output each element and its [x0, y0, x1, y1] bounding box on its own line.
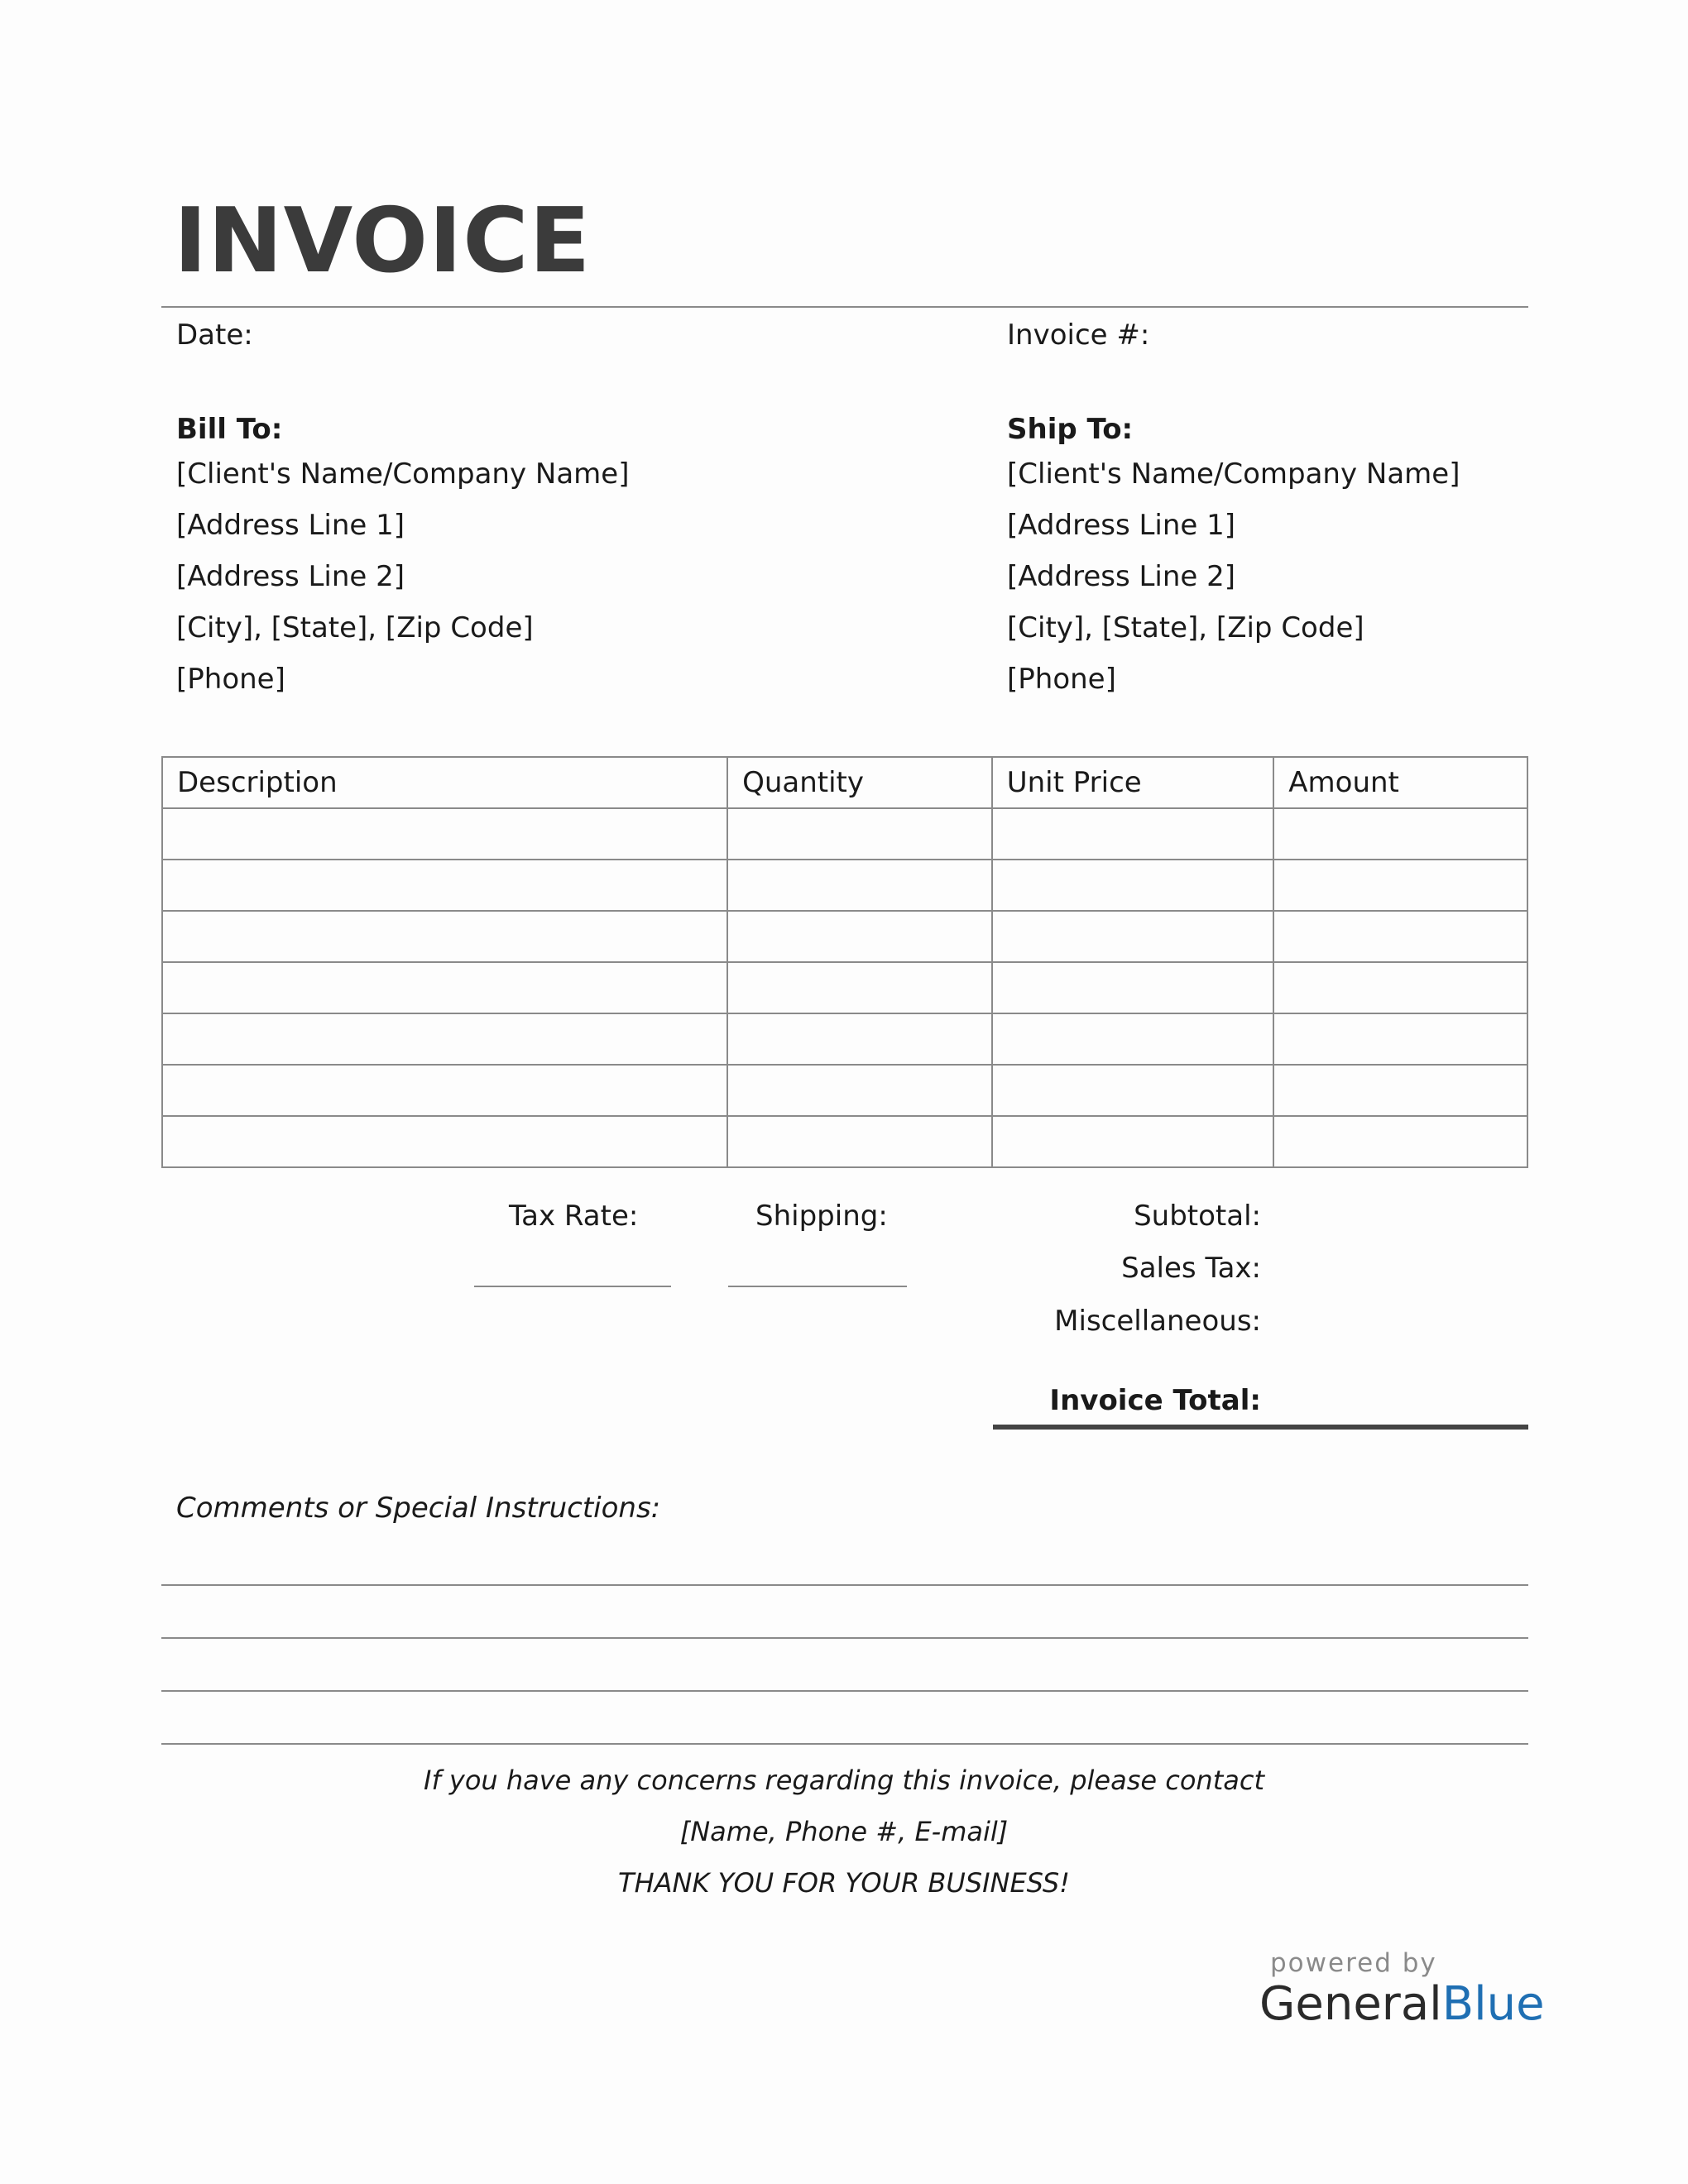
bill-to-label: Bill To: [176, 413, 283, 446]
table-row [162, 1116, 1527, 1167]
invoice-total-label: Invoice Total: [1049, 1384, 1261, 1417]
amount-cell[interactable] [1273, 808, 1527, 860]
sales-tax-label: Sales Tax: [1121, 1252, 1261, 1285]
table-header-row [162, 757, 1527, 808]
shipping-label: Shipping: [755, 1200, 888, 1233]
description-cell[interactable] [162, 911, 727, 962]
tax-rate-field[interactable] [474, 1286, 671, 1287]
table-row [162, 808, 1527, 860]
line-items-table [161, 756, 1528, 1168]
quantity-cell[interactable] [727, 911, 992, 962]
footer-thank-you: THANK YOU FOR YOUR BUSINESS! [618, 1867, 1070, 1899]
unit-price-cell[interactable] [992, 860, 1274, 911]
bill-to-line: [Address Line 1] [176, 509, 405, 542]
comments-label: Comments or Special Instructions: [176, 1492, 661, 1525]
unit-price-cell[interactable] [992, 962, 1274, 1013]
table-row [162, 860, 1527, 911]
column-header-unit-price: Unit Price [992, 757, 1274, 808]
table-row [162, 911, 1527, 962]
comment-line[interactable] [161, 1637, 1528, 1639]
footer-contact-note: If you have any concerns regarding this invoice, please contact [424, 1765, 1264, 1796]
quantity-cell[interactable] [727, 1065, 992, 1116]
quantity-cell[interactable] [727, 1116, 992, 1167]
amount-cell[interactable] [1273, 962, 1527, 1013]
quantity-cell[interactable] [727, 962, 992, 1013]
date-label: Date: [176, 318, 253, 352]
brand-name-blue: Blue [1441, 1977, 1545, 2031]
unit-price-cell[interactable] [992, 1065, 1274, 1116]
shipping-field[interactable] [728, 1286, 907, 1287]
description-cell[interactable] [162, 808, 727, 860]
column-header-description: Description [162, 757, 727, 808]
bill-to-line: [City], [State], [Zip Code] [176, 611, 534, 644]
amount-cell[interactable] [1273, 1116, 1527, 1167]
description-cell[interactable] [162, 1116, 727, 1167]
tax-rate-label: Tax Rate: [509, 1200, 639, 1233]
bill-to-line: [Address Line 2] [176, 560, 405, 593]
amount-cell[interactable] [1273, 860, 1527, 911]
bill-to-line: [Phone] [176, 663, 285, 696]
bill-to-address [176, 448, 629, 705]
amount-cell[interactable] [1273, 911, 1527, 962]
bill-to-line: [Client's Name/Company Name] [176, 457, 630, 491]
ship-to-line: [City], [State], [Zip Code] [1007, 611, 1364, 644]
ship-to-line: [Phone] [1007, 663, 1116, 696]
miscellaneous-label: Miscellaneous: [1054, 1305, 1261, 1338]
quantity-cell[interactable] [727, 860, 992, 911]
ship-to-line: [Address Line 2] [1007, 560, 1236, 593]
subtotal-label: Subtotal: [1134, 1200, 1261, 1233]
unit-price-cell[interactable] [992, 911, 1274, 962]
column-header-quantity: Quantity [727, 757, 992, 808]
amount-cell[interactable] [1273, 1065, 1527, 1116]
ship-to-address [1007, 448, 1460, 705]
brand-name-general: General [1259, 1977, 1442, 2031]
ship-to-line: [Address Line 1] [1007, 509, 1236, 542]
powered-by-text: powered by [1270, 1948, 1437, 1978]
description-cell[interactable] [162, 1065, 727, 1116]
unit-price-cell[interactable] [992, 1116, 1274, 1167]
column-header-amount: Amount [1273, 757, 1527, 808]
table-row [162, 962, 1527, 1013]
unit-price-cell[interactable] [992, 808, 1274, 860]
description-cell[interactable] [162, 962, 727, 1013]
table-row [162, 1065, 1527, 1116]
ship-to-line: [Client's Name/Company Name] [1007, 457, 1460, 491]
comment-line[interactable] [161, 1690, 1528, 1692]
quantity-cell[interactable] [727, 808, 992, 860]
description-cell[interactable] [162, 1013, 727, 1065]
footer-contact-details: [Name, Phone #, E-mail] [679, 1816, 1009, 1847]
table-row [162, 1013, 1527, 1065]
invoice-number-label: Invoice #: [1007, 318, 1150, 352]
unit-price-cell[interactable] [992, 1013, 1274, 1065]
comment-line[interactable] [161, 1743, 1528, 1745]
generalblue-logo[interactable] [1259, 1977, 1545, 2031]
invoice-title: INVOICE [174, 189, 592, 293]
comment-line[interactable] [161, 1584, 1528, 1586]
amount-cell[interactable] [1273, 1013, 1527, 1065]
invoice-total-underline [993, 1425, 1528, 1430]
ship-to-label: Ship To: [1007, 413, 1134, 446]
title-divider [161, 306, 1528, 308]
quantity-cell[interactable] [727, 1013, 992, 1065]
description-cell[interactable] [162, 860, 727, 911]
